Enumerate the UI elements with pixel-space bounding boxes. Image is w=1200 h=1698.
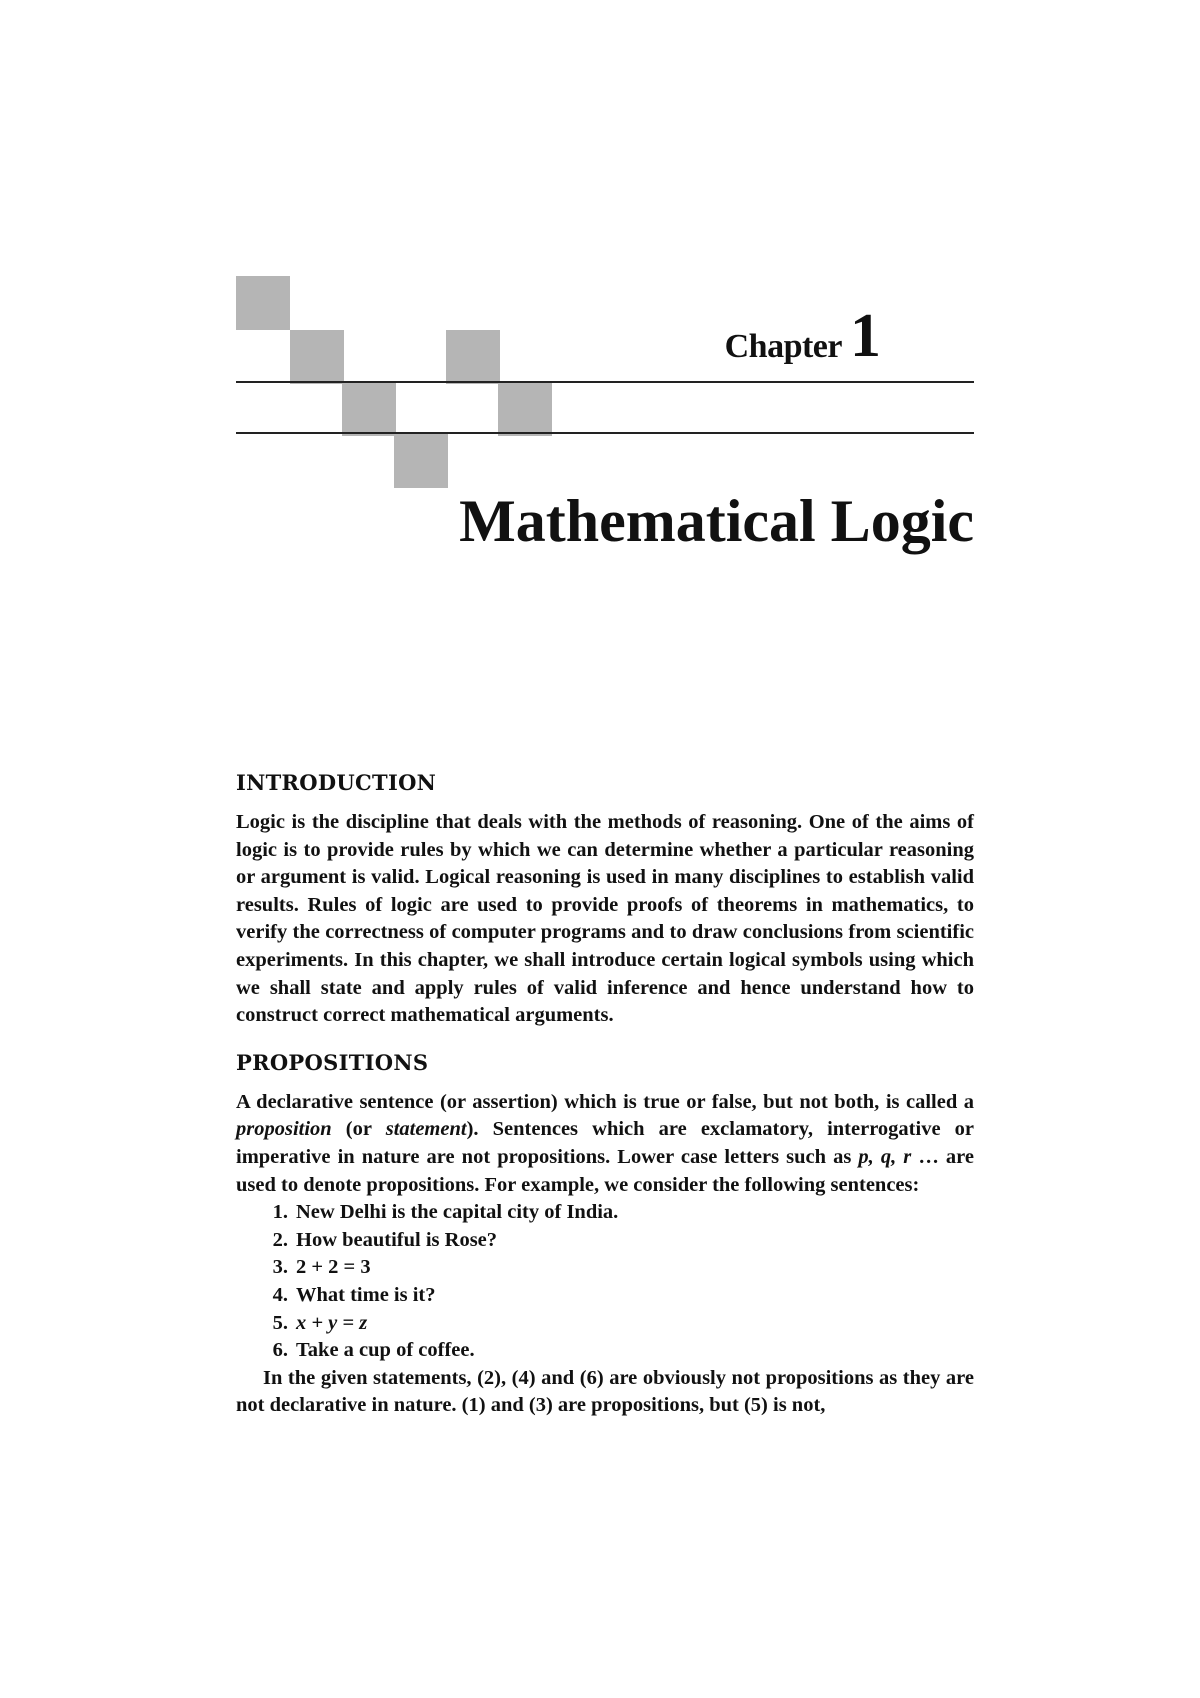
header-rule-top [236, 381, 974, 383]
decorative-square [498, 382, 552, 436]
section-heading-introduction: INTRODUCTION [236, 770, 437, 795]
proposition-variables: p, q, r [858, 1145, 912, 1168]
decorative-square [342, 382, 396, 436]
propositions-followup-paragraph: In the given statements, (2), (4) and (6) are obviously not propositions as they are not declarative in nature. (1) and (3) are propositions, but (5) is not, [236, 1366, 974, 1417]
section-heading-propositions: PROPOSITIONS [236, 1049, 429, 1075]
introduction-paragraph: Logic is the discipline that deals with the methods of reasoning. One of the aims of logic is to provide rules by which we can determine whether a particular reasoning or argument is valid. Logical reasoning is used in many disciplines to establish valid results. Rules of logic are used to provide proofs of theorems in mathematics, to verify the correctness of computer programs and to draw conclusions from scientific experiments. In this chapter, we shall introduce certain logical symbols using which we shall state and apply rules of valid inference and hence understand how to construct correct mathematical arguments. [236, 811, 974, 1027]
list-item: 4. What time is it? [272, 1283, 436, 1306]
chapter-label: Chapter [724, 328, 842, 365]
list-item: 6. Take a cup of coffee. [272, 1339, 475, 1362]
list-item: 5. x + y = z [272, 1311, 368, 1334]
term-statement: statement [385, 1118, 467, 1141]
chapter-body [236, 770, 974, 1420]
list-item: 3. 2 + 2 = 3 [272, 1256, 371, 1279]
decorative-square [236, 276, 290, 330]
propositions-paragraph: A declarative sentence (or assertion) which is true or false, but not both, is called a proposition (or statement). Sentences which are exclamatory, interrogative or imperative in nature are not propositions. Lower case letters such as p, q, r … are used to denote propositions. For example, we consider the following sentences: [236, 1090, 975, 1196]
chapter-title: Mathematical Logic [459, 488, 974, 554]
term-proposition: proposition [236, 1118, 332, 1141]
chapter-number: 1 [850, 302, 881, 370]
list-item: 1. New Delhi is the capital city of India. [272, 1201, 619, 1224]
list-item: 2. How beautiful is Rose? [272, 1228, 498, 1251]
header-rule-bottom [236, 432, 974, 434]
example-sentences-list [236, 1199, 974, 1365]
decorative-square [394, 434, 448, 488]
